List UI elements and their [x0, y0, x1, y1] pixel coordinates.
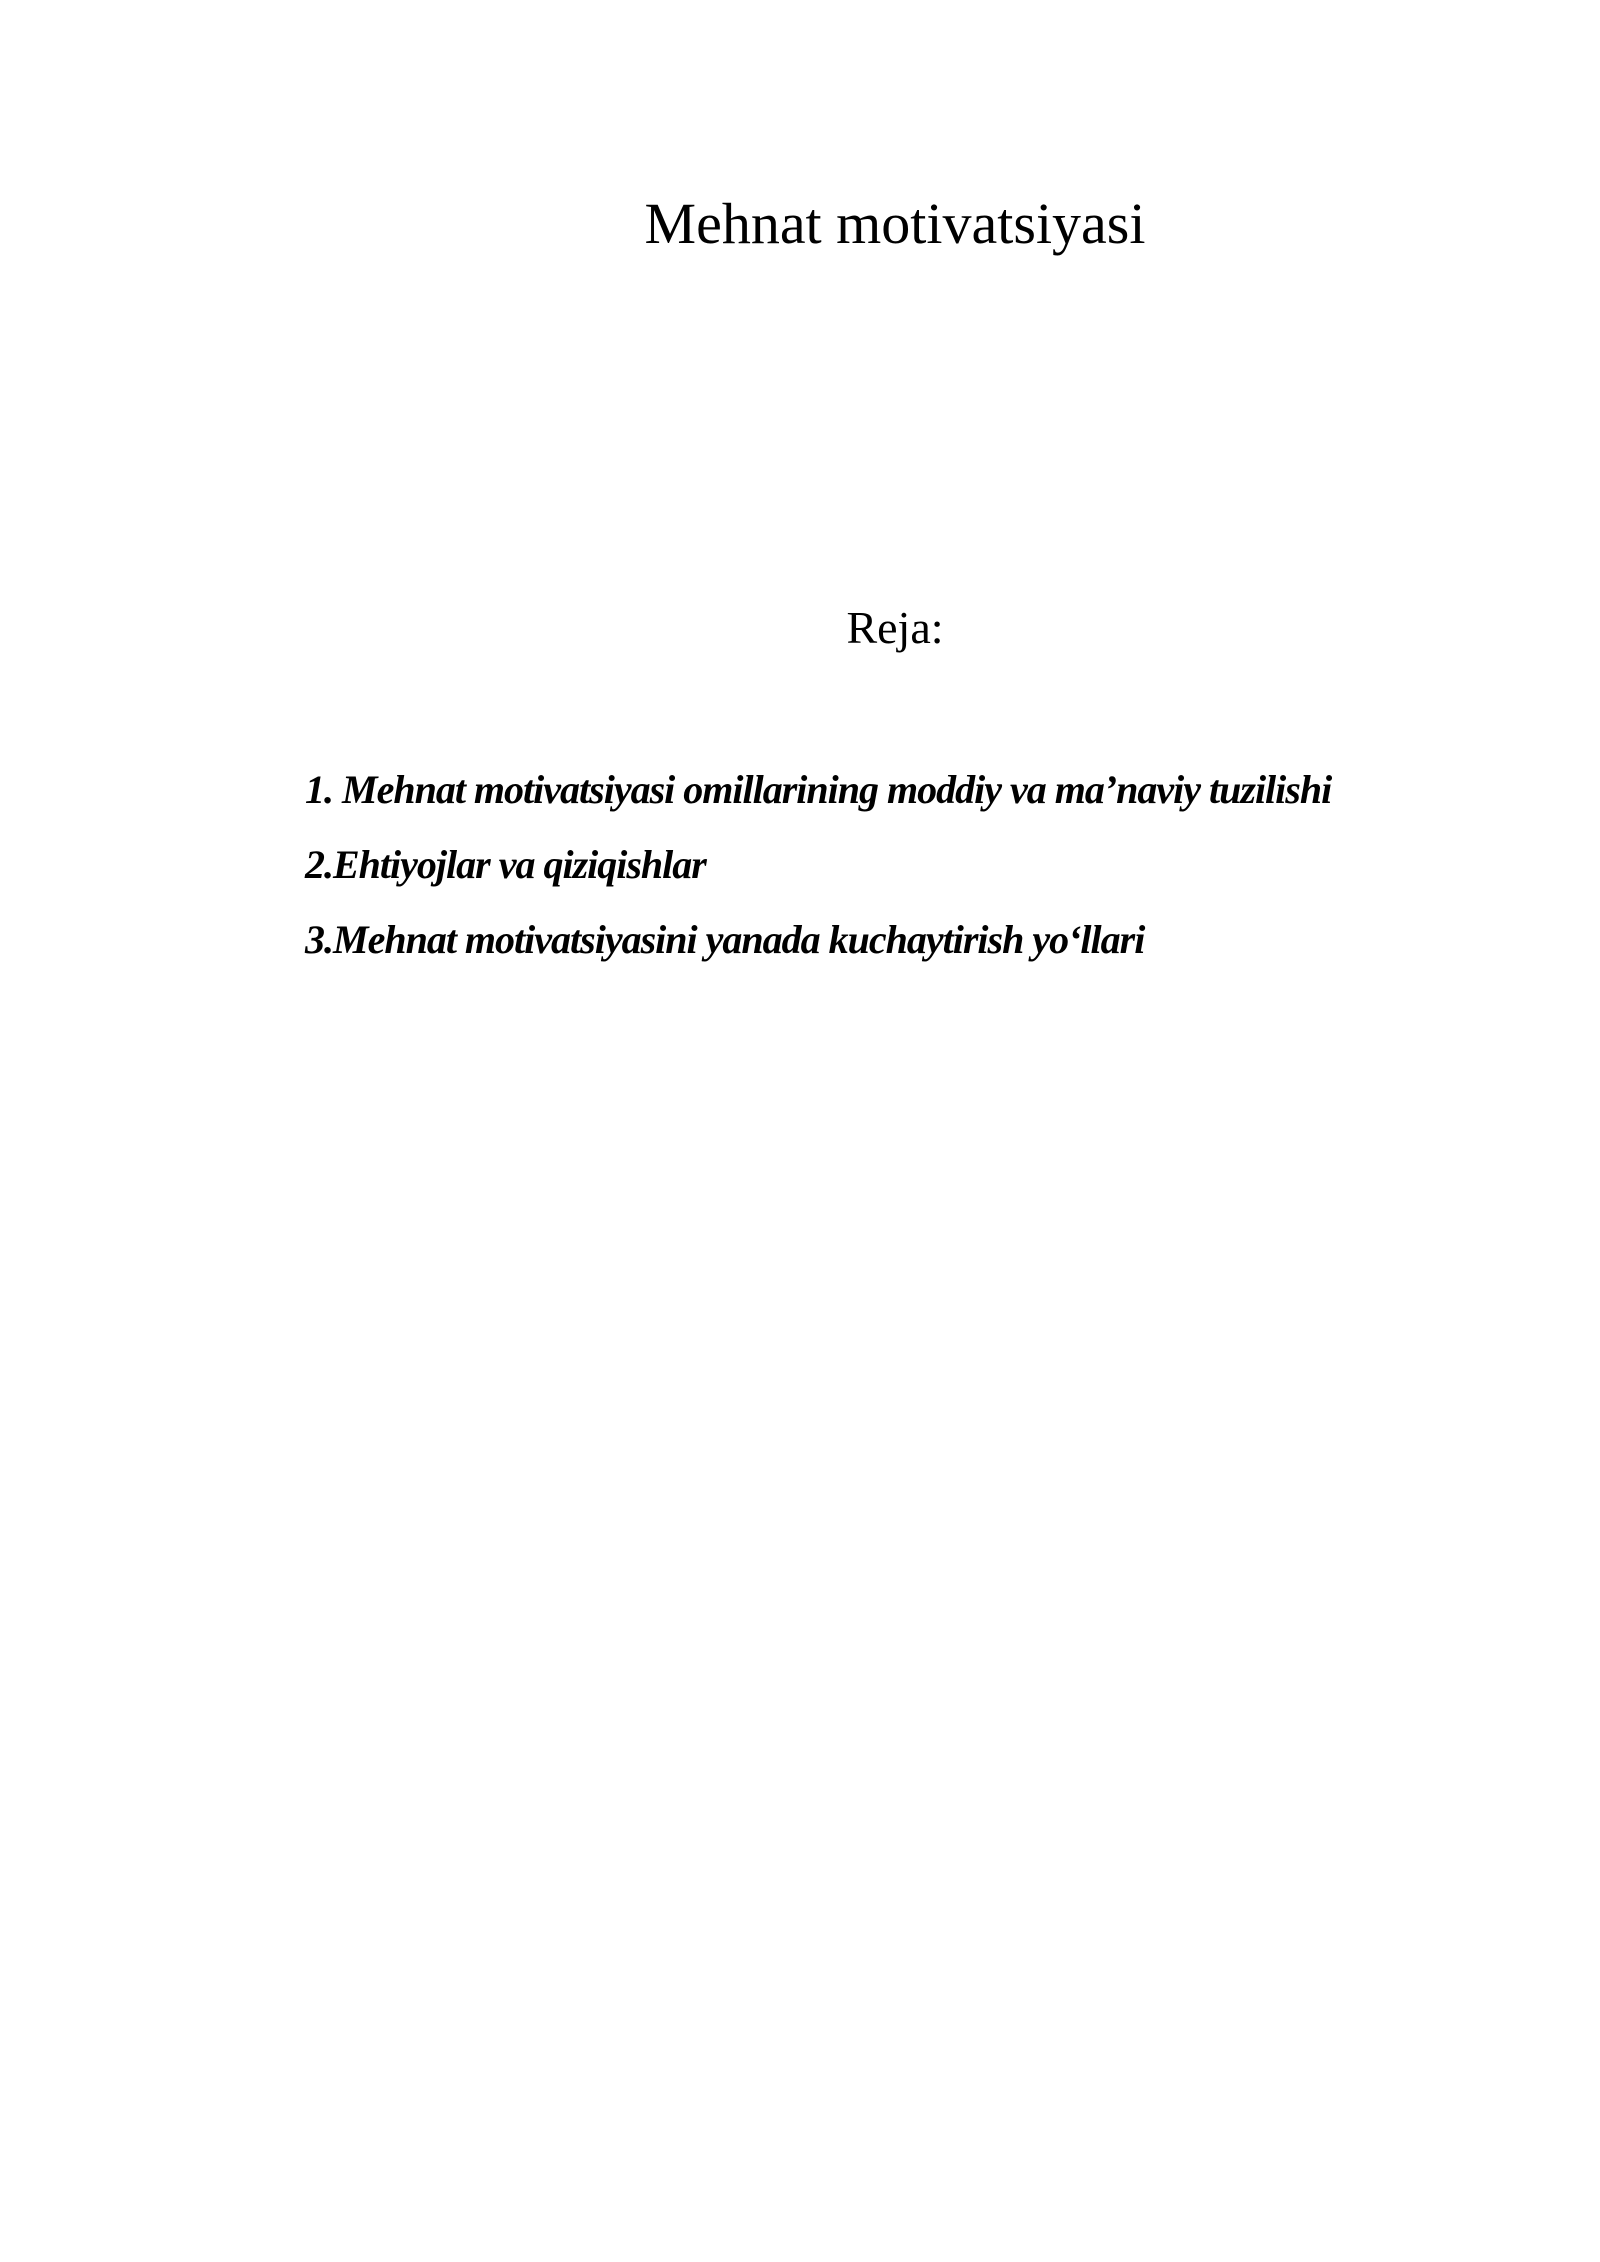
plan-item-2: 2.Ehtiyojlar va qiziqishlar	[305, 842, 706, 887]
document-title: Mehnat motivatsiyasi	[644, 190, 1146, 256]
plan-item-1: 1. Mehnat motivatsiyasi omillarining moddiy va ma’naviy tuzilishi	[305, 767, 1332, 812]
plan-heading: Reja:	[846, 602, 944, 653]
plan-item-3: 3.Mehnat motivatsiyasini yanada kuchaytirish yo‘llari	[305, 917, 1145, 962]
plan-list	[305, 765, 1331, 990]
